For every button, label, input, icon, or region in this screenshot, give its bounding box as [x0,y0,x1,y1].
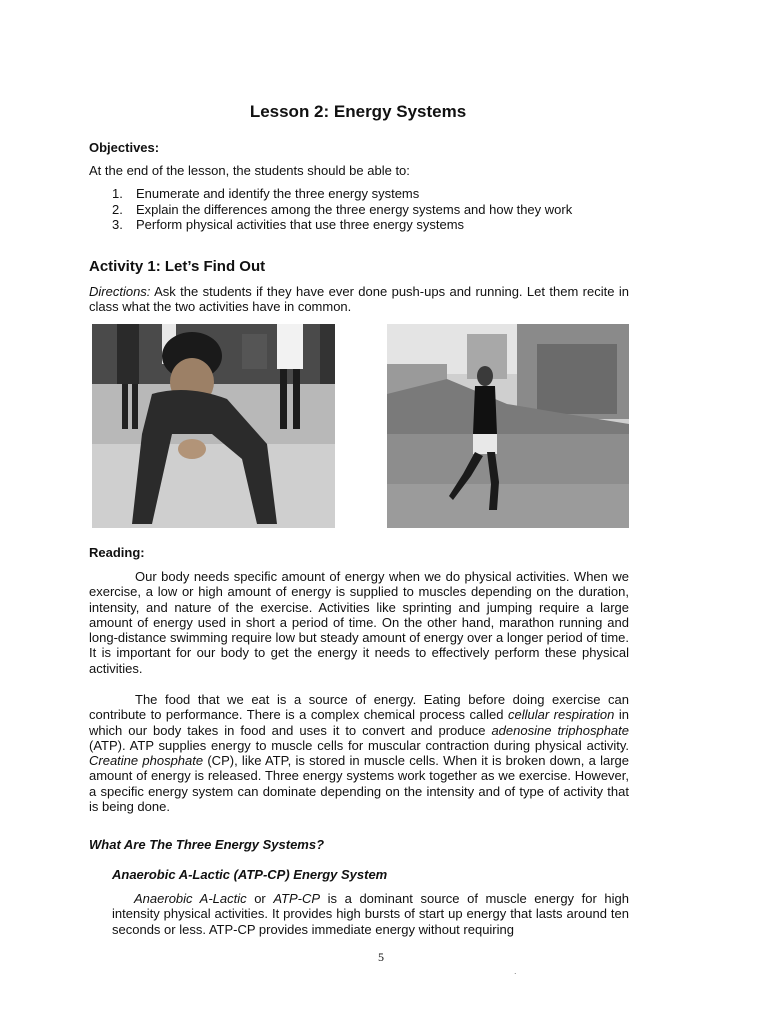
lesson-title: Lesson 2: Energy Systems [249,102,467,121]
pushup-illustration [92,324,335,528]
objectives-list [112,186,632,233]
objective-item: 3. Perform physical activities that use three energy systems [112,217,465,233]
reading-paragraph: The food that we eat is a source of energy. Eating before doing exercise can contribute to performance. There is a complex chemical process called cellular respiration in which our body takes in food and uses it to convert and produce adenosine triphosphate (ATP). ATP supplies energy to muscle cells for muscular contraction during physical activity. Creatine phosphate (CP), like ATP, is stored in muscle cells. When it is broken down, a large amount of energy is released. Three energy systems work together as we exercise. However, a specific energy system can dominate depending on the intensity and of type of activity that is being done. [89,692,629,815]
activity-heading: Activity 1: Let’s Find Out [89,258,266,275]
reading-paragraph: Our body needs specific amount of energy when we do physical activities. When we exercise, a low or high amount of energy is supplied to muscles depending on the duration, intensity, and nature of the exercise. Activities like sprinting and jumping require a large amount of energy used in short a period of time. On the other hand, marathon running and long-distance swimming require low but steady amount of energy over a longer period of time. It is important for our body to get the energy it needs to effectively perform these physical activities. [89,569,629,676]
subsection-heading: Anaerobic A-Lactic (ATP-CP) Energy System [112,867,388,882]
objective-item: 2. Explain the differences among the three energy systems and how they work [112,201,573,217]
running-photo [387,324,629,528]
directions-label: Directions: [89,284,151,299]
objectives-intro: At the end of the lesson, the students should be able to: [89,163,410,178]
reading-heading: Reading: [89,545,145,560]
activity-directions [89,284,629,314]
running-illustration [387,324,629,528]
pushup-photo [92,324,335,528]
section-heading: What Are The Three Energy Systems? [89,837,325,852]
page-number: 5 [378,950,384,964]
footer-mark: . [514,966,517,976]
directions-text: Ask the students if they have ever done push-ups and running. Let them recite in class what the two activities have in common. [89,284,629,314]
objectives-heading: Objectives: [89,140,160,155]
objective-item: 1. Enumerate and identify the three energy systems [112,186,420,201]
atp-cp-paragraph: Anaerobic A-Lactic or ATP-CP is a dominant source of muscle energy for high intensity physical activities. It provides high bursts of start up energy that lasts around ten seconds or less. ATP-CP provides immediate energy without requiring [112,891,629,937]
